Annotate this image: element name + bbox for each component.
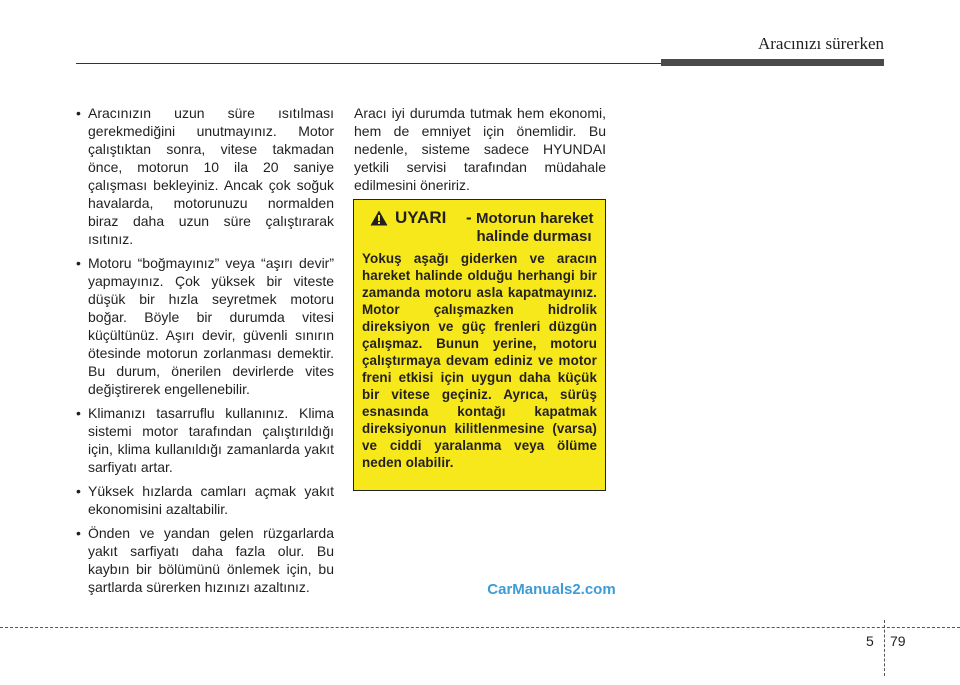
warning-label: UYARI (395, 208, 447, 227)
tips-list (76, 104, 334, 596)
bullet-icon: • (76, 483, 81, 499)
list-item (76, 254, 334, 398)
list-item (76, 482, 334, 518)
chapter-number: 5 (866, 633, 874, 649)
list-item (76, 104, 334, 248)
left-column (76, 104, 334, 602)
header-rule (76, 63, 661, 64)
list-item-text: Motoru “boğmayınız” veya “aşırı devir” yapmayınız. Çok yüksek bir viteste düşük bir hızla seyretmek motoru boğar. Böyle bir durumda vitesi küçültünüz. Aşırı devir, güvenli sınırın ötesinde motorun zorlanması demektir. Bu durum, önerilen devirlerde vites değiştirerek engellenebilir. (88, 255, 334, 397)
list-item-text: Klimanızı tasarruflu kullanınız. Klima sistemi motor tarafından çalıştırıldığı için, klima kullanıldığı zamanlarda yakıt sarfiyatı artar. (88, 405, 334, 475)
warning-dash: - (466, 208, 472, 227)
warning-header (362, 208, 597, 250)
warning-triangle-icon (370, 210, 388, 226)
warning-title-line2: halinde durması (476, 228, 592, 245)
list-item-text: Yüksek hızlarda camları açmak yakıt ekonomisini azaltabilir. (88, 483, 334, 517)
warning-body: Yokuş aşağı giderken ve aracın hareket halinde olduğu herhangi bir zamanda motoru asla kapatmayınız. Motor çalışmazken hidrolik direksiyon ve güç frenleri düzgün çalışmaz. Bunun yerine, motoru çalıştırmaya devam ediniz ve motor freni etkisi için uygun daha küçük bir vitese geçiniz. Ayrıca, sürüş esnasında kontağı kapatmak direksiyonun kilitlenmesine (varsa) ve ciddi yaralanma veya ölüme neden olabilir. (362, 251, 597, 470)
bullet-icon: • (76, 105, 81, 121)
watermark-link[interactable]: CarManuals2.com (487, 581, 616, 598)
list-item (76, 404, 334, 476)
bullet-icon: • (76, 255, 81, 271)
header-bar (661, 59, 884, 66)
bullet-icon: • (76, 405, 81, 421)
maintenance-paragraph: Aracı iyi durumda tutmak hem ekonomi, hem de emniyet için önemlidir. Bu nedenle, sisteme sadece HYUNDAI yetkili servisi tarafından müdahale edilmesini öneririz. (354, 105, 606, 193)
page-number: 79 (890, 633, 906, 649)
list-item-text: Aracınızın uzun süre ısıtılması gerekmediğini unutmayınız. Motor çalıştıktan sonra, vitese takmadan önce, motorun 10 ila 20 saniye çalışması bekleyiniz. Ancak çok soğuk havalarda, motorunuzu normalden biraz daha uzun süre çalıştırarak ısıtınız. (88, 105, 334, 247)
footer-divider (0, 627, 960, 628)
list-item-text: Önden ve yandan gelen rüzgarlarda yakıt sarfiyatı daha fazla olur. Bu kaybın bir bölümünü önlemek için, bu şartlarda sürerken hızınızı azaltınız. (88, 525, 334, 595)
running-header-title: Aracınızı sürerken (757, 34, 884, 53)
page-number-divider (884, 620, 885, 676)
warning-box (353, 199, 606, 491)
warning-title-line1: Motorun hareket (476, 210, 594, 227)
bullet-icon: • (76, 525, 81, 541)
